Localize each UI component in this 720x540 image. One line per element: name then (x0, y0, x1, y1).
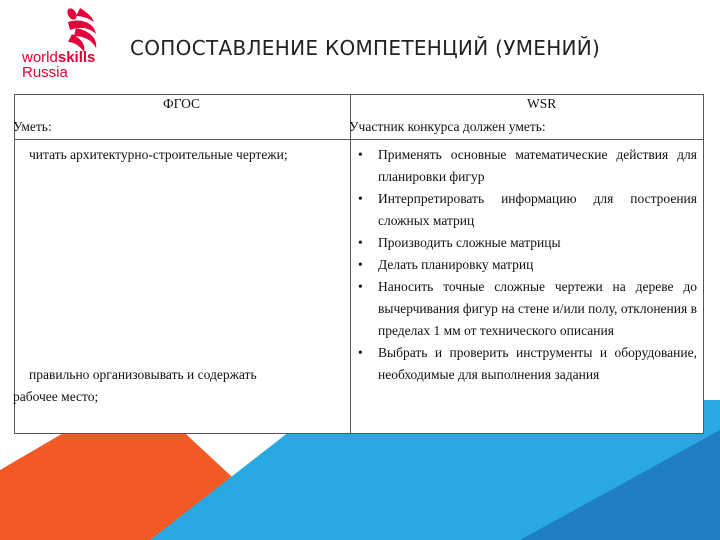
bullet-icon: • (358, 191, 363, 206)
wsr-list-item (351, 276, 697, 342)
bullet-icon: • (358, 235, 363, 250)
logo-world-text: world (22, 49, 58, 66)
fgos-subheader: Уметь: (13, 119, 52, 134)
wsr-item-text: Выбрать и проверить инструменты и оборудование, необходимые для выполнения задания (378, 345, 697, 382)
fgos-item: рабочее место; (13, 389, 99, 404)
wsr-item-text: Производить сложные матрицы (378, 235, 561, 250)
competency-table (14, 94, 704, 434)
wsr-column-header: WSR (527, 96, 557, 111)
wsr-list-item (351, 188, 697, 232)
logo-wordmark (22, 50, 95, 80)
bullet-icon: • (358, 147, 363, 162)
wsr-item-text: Наносить точные сложные чертежи на дереве до вычерчивания фигур на стене и/или полу, отклонения в пределах 1 мм от технического описания (378, 279, 697, 338)
fgos-column-header: ФГОС (163, 96, 201, 111)
logo-skills-text: skills (57, 49, 96, 66)
wsr-list-item (351, 342, 697, 386)
fgos-item: правильно организовывать и содержать (29, 367, 257, 382)
fgos-item: читать архитектурно-строительные чертежи; (29, 147, 288, 162)
wsr-list-item (351, 254, 697, 276)
table-header-divider (15, 139, 703, 140)
wsr-item-text: Интерпретировать информацию для построения сложных матриц (378, 191, 697, 228)
wsr-list-item (351, 232, 697, 254)
bullet-icon: • (358, 279, 363, 294)
wsr-bullet-list (351, 144, 697, 386)
wsr-item-text: Применять основные математические действия для планировки фигур (378, 147, 697, 184)
wsr-item-text: Делать планировку матриц (378, 257, 534, 272)
wsr-list-item (351, 144, 697, 188)
worldskills-logo (10, 4, 110, 84)
logo-figure-icon (10, 4, 110, 54)
wsr-subheader: Участник конкурса должен уметь: (349, 119, 546, 134)
bullet-icon: • (358, 257, 363, 272)
logo-russia-text: Russia (22, 64, 68, 81)
page-title: СОПОСТАВЛЕНИЕ КОМПЕТЕНЦИЙ (УМЕНИЙ) (130, 36, 601, 60)
bullet-icon: • (358, 345, 363, 360)
